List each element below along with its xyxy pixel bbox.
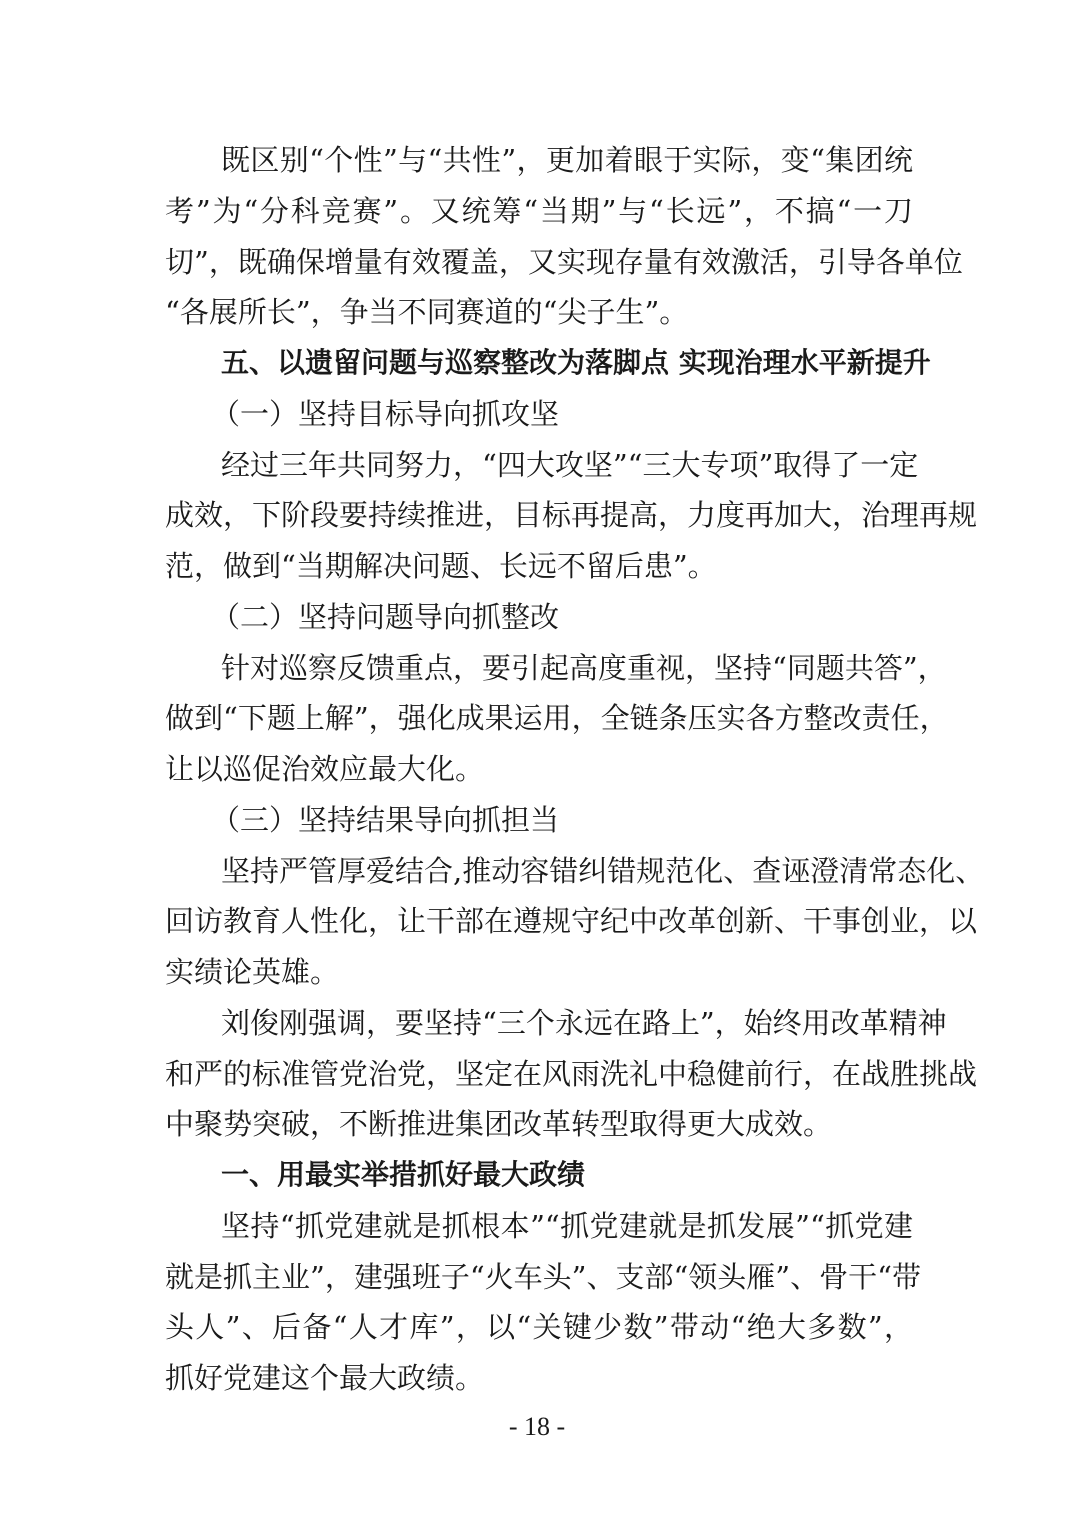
text-line: 中聚势突破，不断推进集团改革转型取得更大成效。 [165, 1107, 833, 1142]
text-line: 既区别“个性”与“共性”，更加着眼于实际，变“集团统 [221, 143, 913, 177]
text-line: 范，做到“当期解决问题、长远不留后患”。 [165, 549, 717, 583]
subsection-heading: （一）坚持目标导向抓攻坚 [211, 396, 560, 431]
text-line: “各展所长”，争当不同赛道的“尖子生”。 [165, 295, 689, 330]
text-line: 做到“下题上解”，强化成果运用，全链条压实各方整改责任， [165, 701, 949, 736]
document-body [165, 135, 985, 1404]
text-line: 实绩论英雄。 [165, 955, 340, 989]
subsection-heading: （三）坚持结果导向抓担当 [211, 802, 560, 837]
text-line: 成效，下阶段要持续推进，目标再提高，力度再加大，治理再规 [165, 498, 978, 533]
page-number: - 18 - [508, 1412, 566, 1441]
text-line: 刘俊刚强调，要坚持“三个永远在路上”，始终用改革精神 [221, 1005, 947, 1040]
text-line: 坚持严管厚爱结合,推动容错纠错规范化、查诬澄清常态化、 [221, 853, 985, 888]
text-line: 切”，既确保增量有效覆盖，又实现存量有效激活，引导各单位 [165, 244, 963, 279]
text-line: 回访教育人性化，让干部在遵规守纪中改革创新、干事创业，以 [165, 904, 978, 939]
text-line: 经过三年共同努力，“四大攻坚”“三大专项”取得了一定 [221, 447, 919, 482]
text-line: 考”为“分科竞赛”。又统筹“当期”与“长远”，不搞“一刀 [165, 193, 913, 228]
section-heading: 五、以遗留问题与巡察整改为落脚点 实现治理水平新提升 [221, 346, 931, 379]
text-line: 针对巡察反馈重点，要引起高度重视，坚持“同题共答”， [221, 650, 947, 685]
text-line: 抓好党建这个最大政绩。 [165, 1361, 485, 1395]
text-line: 就是抓主业”，建强班子“火车头”、支部“领头雁”、骨干“带 [165, 1259, 921, 1294]
subsection-heading: （二）坚持问题导向抓整改 [211, 599, 560, 634]
section-heading: 一、用最实举措抓好最大政绩 [221, 1158, 586, 1191]
text-line: 和严的标准管党治党，坚定在风雨洗礼中稳健前行，在战胜挑战 [165, 1056, 978, 1091]
text-line: 坚持“抓党建就是抓根本”“抓党建就是抓发展”“抓党建 [221, 1208, 913, 1243]
text-line: 让以巡促治效应最大化。 [165, 752, 485, 786]
text-line: 头人”、后备“人才库”，以“关键少数”带动“绝大多数”， [165, 1310, 913, 1345]
